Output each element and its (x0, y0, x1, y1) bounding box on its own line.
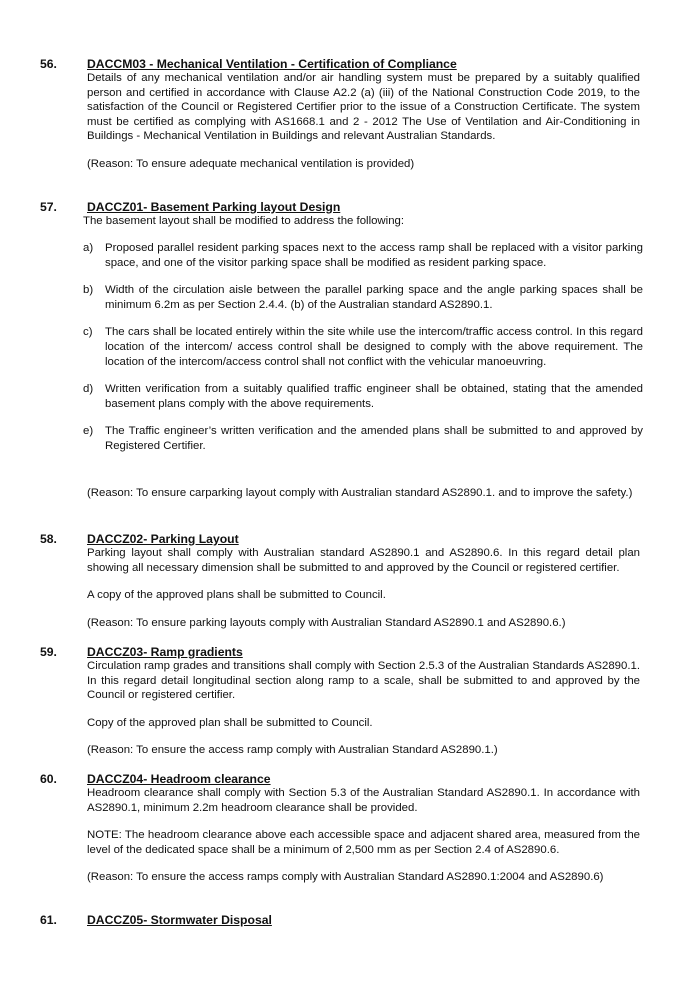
condition-intro: The basement layout shall be modified to address the following: (83, 215, 405, 227)
condition-list (83, 241, 643, 467)
condition-note: NOTE: The headroom clearance above each accessible space and adjacent shared area, measured from the level of the dedicated space shall be a minimum of 2,500 mm as per Section 2.4 of AS2890.6. (87, 829, 640, 856)
list-item-label: a) (83, 242, 94, 254)
condition-title: DACCZ02- Parking Layout (87, 532, 239, 546)
list-item (83, 283, 643, 312)
condition-paragraph: Parking layout shall comply with Australian standard AS2890.1 and AS2890.6. In this regard detail plan showing all necessary dimension shall be submitted to and approved by the Council or registered certifier. (87, 547, 640, 574)
list-item-label: e) (83, 425, 94, 438)
condition-paragraph: Copy of the approved plan shall be submitted to Council. (87, 716, 373, 729)
list-item (83, 424, 643, 453)
condition-title: DACCZ05- Stormwater Disposal (87, 913, 272, 927)
list-item (83, 325, 643, 369)
condition-reason: (Reason: To ensure parking layouts comply with Australian Standard AS2890.1 and AS2890.6.) (87, 616, 566, 629)
condition-title: DACCZ03- Ramp gradients (87, 645, 243, 659)
condition-reason: (Reason: To ensure the access ramp comply with Australian Standard AS2890.1.) (87, 744, 498, 757)
condition-body (87, 71, 640, 172)
condition-body (87, 659, 640, 758)
condition-title: DACCZ01- Basement Parking layout Design (87, 200, 341, 214)
condition-reason: (Reason: To ensure carparking layout comply with Australian standard AS2890.1. and to improve the safety.) (87, 487, 633, 499)
condition-number: 61. (40, 913, 57, 927)
list-item-label: d) (83, 383, 94, 396)
condition-reason: (Reason: To ensure adequate mechanical ventilation is provided) (87, 157, 415, 170)
condition-number: 59. (40, 645, 57, 659)
condition-title: DACCZ04- Headroom clearance (87, 772, 271, 786)
condition-title: DACCM03 - Mechanical Ventilation - Certification of Compliance (87, 57, 457, 71)
list-item-text: The cars shall be located entirely within the site while use the intercom/traffic access control. In this regard location of the intercom/ access control shall be designed to comply with the above requirement. The location of the intercom/access control shall not conflict with the vehicular manoeuvring. (105, 326, 643, 368)
condition-paragraph: A copy of the approved plans shall be submitted to Council. (87, 589, 386, 602)
condition-number: 57. (40, 200, 57, 214)
condition-number: 56. (40, 57, 57, 71)
condition-body (87, 786, 640, 885)
list-item-text: The Traffic engineer’s written verification and the amended plans shall be submitted to and approved by Registered Certifier. (105, 425, 643, 452)
list-item-label: c) (83, 326, 93, 339)
list-item-text: Written verification from a suitably qualified traffic engineer shall be obtained, stating that the amended basement plans comply with the above requirements. (105, 383, 643, 410)
condition-number: 58. (40, 532, 57, 546)
condition-body (87, 486, 640, 501)
condition-paragraph: Circulation ramp grades and transitions shall comply with Section 2.5.3 of the Australian Standards AS2890.1. In this regard detail longitudinal section along ramp to a scale, shall be submitted to and approved by the Council or registered certifier. (87, 660, 640, 702)
condition-number: 60. (40, 772, 57, 786)
list-item-text: Proposed parallel resident parking spaces next to the access ramp shall be replaced with a visitor parking space, and one of the visitor parking space shall be modified as resident parking space. (105, 242, 643, 269)
list-item (83, 241, 643, 270)
condition-paragraph: Details of any mechanical ventilation and/or air handling system must be prepared by a suitably qualified person and certified in accordance with Clause A2.2 (a) (iii) of the National Construction Code 2019, to the satisfaction of the Council or Registered Certifier prior to the issue of a Construction Certificate. The system must be certified as complying with AS1668.1 and 2 - 2012 The Use of Ventilation and Air-Conditioning in Buildings - Mechanical Ventilation in Buildings and relevant Australian Standards. (87, 72, 640, 143)
condition-body (87, 546, 640, 630)
condition-reason: (Reason: To ensure the access ramps comply with Australian Standard AS2890.1:2004 and AS2890.6) (87, 871, 604, 884)
list-item-label: b) (83, 284, 94, 297)
condition-paragraph: Headroom clearance shall comply with Section 5.3 of the Australian Standard AS2890.1. In accordance with AS2890.1, minimum 2.2m headroom clearance shall be provided. (87, 787, 640, 814)
list-item-text: Width of the circulation aisle between the parallel parking space and the angle parking spaces shall be minimum 6.2m as per Section 2.4.4. (b) of the Australian standard AS2890.1. (105, 284, 643, 311)
list-item (83, 382, 643, 411)
